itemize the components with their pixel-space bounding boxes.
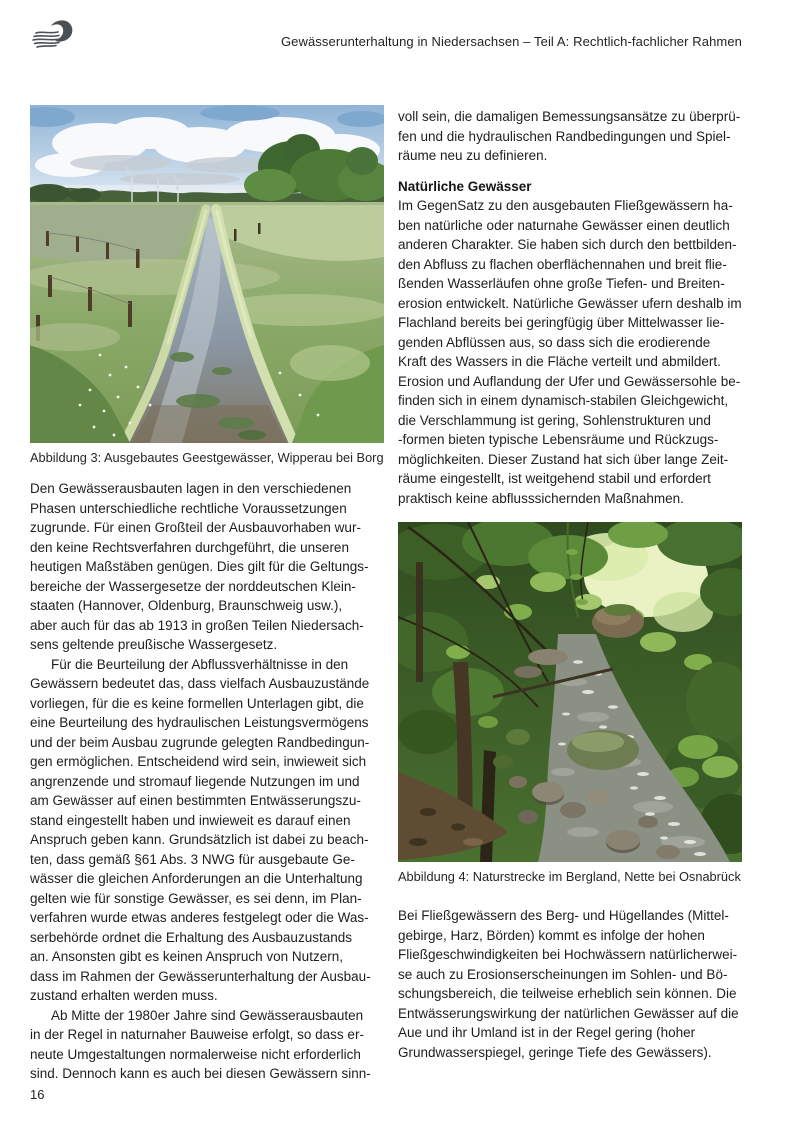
wave-logo-icon: [28, 14, 80, 56]
figure-4-photo-forest-stream: [398, 522, 742, 862]
left-column: [30, 105, 384, 1084]
figure-4-caption: Abbildung 4: Naturstrecke im Bergland, Nette bei Osnabrück: [398, 869, 741, 884]
figure-3-photo-geest-stream: [30, 105, 384, 443]
paragraph-natuerliche-gewaesser: Im GegenSatz zu den ausgebauten Fließgewässern ha- ben natürliche oder naturnahe Gewässer einen deutlich anderen Charakter. Sie haben sich durch den bettbilden- den Abfluss zu flachen oberflächennahen und breit flie- ßenden Wasserläufen ohne große Tiefen- und Breiten- erosion entwickelt. Natürliche Gewässer ufern deshalb im Flachland bereits bei geringfügig über Mittelwasser lie- genden Abflüssen aus, so dass sich die erodierende Kraft des Wassers in die Fläche verteilt und abmildert. Erosion und Auflandung der Ufer und Gewässersohle be- finden sich in einem dynamisch-stabilen Gleichgewicht, die Verschlammung ist gering, Sohlenstrukturen und -formen bieten typische Lebensräume und Rückzugs- möglichkeiten. Dieser Zustand hat sich über lange Zeit- räume eingestellt, ist weitgehend stabil und erfordert praktisch keine abflusssichernden Maßnahmen.: [398, 198, 742, 506]
figure-3: [30, 105, 384, 466]
paragraph-ausbauten: Den Gewässerausbauten lagen in den verschiedenen Phasen unterschiedliche rechtliche Voraussetzungen zugrunde. Für einen Großteil der Ausbauvorhaben wur- den keine Rechtsverfahren durchgeführt, die unseren heutigen Maßstäben genügen. Dies gilt für die Geltungs- bereiche der Wassergesetze der norddeutschen Klein- staaten (Hannover, Oldenburg, Braunschweig usw.), aber auch für das ab 1913 in großen Teilen Niedersach- sens geltende preußische Wassergesetz.: [30, 481, 369, 652]
figure-3-caption: Abbildung 3: Ausgebautes Geestgewässer, Wipperau bei Borg: [30, 450, 384, 465]
section-heading-natuerliche-gewaesser: Natürliche Gewässer: [398, 178, 532, 194]
page-number: 16: [30, 1087, 45, 1102]
paragraph-beurteilung: Für die Beurteilung der Abflussverhältnisse in den Gewässern bedeutet das, dass vielfach Ausbauzustände vorliegen, für die es keine formellen Unterlagen gibt, die eine Beurteilung des hydraulischen Leistungsvermögens und der beim Ausbau zugrunde gelegten Randbedingun- gen ermöglichen. Entscheidend wird sein, inwieweit sich angrenzende und stromauf liegende Nutzungen im und am Gewässer auf einen bestimmten Entwässerungszu- stand eingestellt haben und inwieweit es darauf einen Anspruch geben kann. Grundsätzlich ist dabei zu beach- ten, dass gemäß §61 Abs. 3 NWG für ausgebaute Ge- wässer die gleichen Anforderungen an die Unterhaltung gelten wie für sonstige Gewässer, es sei denn, im Plan- verfahren wurde etwas anderes festgelegt oder die Was- serbehörde ordnet die Erhaltung des Ausbauzustands an. Ansonsten gibt es keinen Anspruch von Nutzern, dass im Rahmen der Gewässerunterhaltung der Ausbau- zustand erhalten werden muss.: [30, 656, 371, 1003]
paragraph-bergland: Bei Fließgewässern des Berg- und Hügellandes (Mittel- gebirge, Harz, Börden) kommt es infolge der hohen Fließgeschwindigkeiten bei Hochwässern natürlicherwei- se auch zu Erosionserscheinungen im Sohlen- und Bö- schungsbereich, die teilweise erheblich sein können. Die Entwässerungswirkung der natürlichen Gewässer auf die Aue und ihr Umland ist in der Regel gering (hoher Grundwasserspiegel, geringe Tiefe des Gewässers).: [398, 908, 739, 1060]
paragraph-continuation: voll sein, die damaligen Bemessungsansätze zu überprü- fen und die hydraulischen Randbedingungen und Spiel- räume neu zu definieren.: [398, 109, 741, 163]
right-column: [398, 107, 772, 1062]
paragraph-1980er: Ab Mitte der 1980er Jahre sind Gewässerausbauten in der Regel in naturnaher Bauweise erfolgt, so dass er- neute Umgestaltungen normalerweise nicht erforderlich sind. Dennoch kann es auch bei diesen Gewässern sinn-: [30, 1007, 371, 1081]
figure-4: [398, 522, 772, 885]
running-header-title: Gewässerunterhaltung in Niedersachsen – Teil A: Rechtlich-fachlicher Rahmen: [280, 34, 742, 49]
